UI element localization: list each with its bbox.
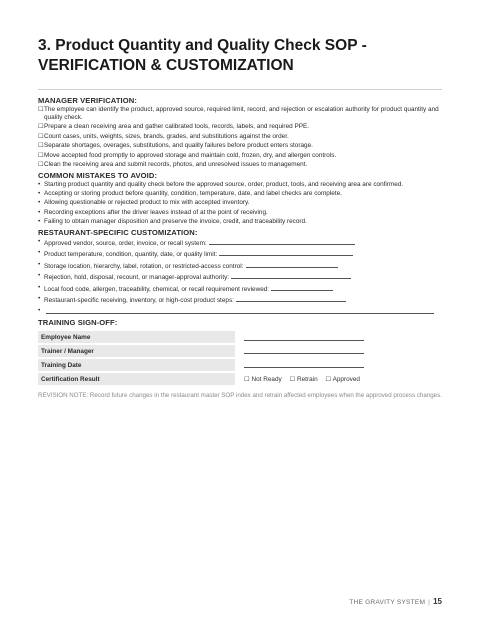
customization-section [38, 228, 442, 317]
signoff-row [38, 358, 442, 372]
checklist-item[interactable]: ☐ Separate shortages, overages, substitutions, and quality failures before product enters storage. [38, 142, 313, 150]
common-mistakes-heading: COMMON MISTAKES TO AVOID: [38, 170, 158, 180]
content [38, 96, 442, 400]
footer-brand: THE GRAVITY SYSTEM [349, 599, 426, 606]
signoff-label: Employee Name [38, 331, 235, 344]
customization-heading: RESTAURANT-SPECIFIC CUSTOMIZATION: [38, 227, 198, 237]
fill-in-item[interactable]: • Product temperature, condition, quantity, date, or quality limit: [38, 249, 442, 259]
signoff-row [38, 344, 442, 358]
fill-in-line[interactable] [246, 261, 338, 268]
training-date-line[interactable] [244, 360, 364, 368]
training-signoff-section [38, 318, 442, 387]
fill-in-item[interactable]: • Local food code, allergen, traceability, chemical, or recall requirement reviewed: [38, 284, 442, 294]
cert-option-approved[interactable]: ☐ Approved [325, 375, 360, 383]
signoff-row [38, 331, 442, 344]
cert-option-not-ready[interactable]: ☐ Not Ready [244, 375, 282, 383]
checklist-item[interactable]: ☐ Prepare a clean receiving area and gather calibrated tools, records, labels, and required PPE. [38, 123, 310, 131]
revision-note: REVISION NOTE: Record future changes in the restaurant master SOP index and retrain affected employees when the approved process changes. [38, 392, 442, 400]
fill-in-line[interactable] [271, 284, 333, 291]
bullet-icon: • [38, 295, 41, 303]
bullet-icon: • [38, 218, 41, 226]
checkbox-icon[interactable]: ☐ [38, 142, 44, 150]
fill-in-line[interactable] [219, 249, 353, 256]
checkbox-icon[interactable]: ☐ [289, 375, 296, 383]
signoff-label: Trainer / Manager [38, 344, 235, 358]
bullet-item: • Allowing questionable or rejected product to mix with accepted inventory. [38, 199, 250, 207]
employee-name-line[interactable] [244, 333, 364, 341]
checklist-item[interactable]: ☐ Clean the receiving area and submit records, photos, and unresolved issues to management. [38, 161, 308, 169]
fill-in-line[interactable] [231, 272, 351, 279]
manager-verification-heading: MANAGER VERIFICATION: [38, 96, 137, 105]
bullet-item: • Recording exceptions after the driver leaves instead of at the point of receiving. [38, 208, 268, 216]
signoff-table [38, 331, 442, 387]
title-line-1: 3. Product Quantity and Quality Check SOP - [38, 37, 367, 54]
title-line-2: VERIFICATION & CUSTOMIZATION [38, 57, 294, 74]
checkbox-icon[interactable]: ☐ [38, 106, 44, 113]
checklist-item[interactable]: ☐ The employee can identify the product, approved source, required limit, record, and rejection or escalation authority for product quantity and quality check. [38, 106, 439, 121]
fill-in-item[interactable]: • Approved vendor, source, order, invoice, or recall system: [38, 238, 442, 248]
checklist-item[interactable]: ☐ Count cases, units, weights, sizes, brands, grades, and substitutions against the order. [38, 132, 289, 140]
checkbox-icon[interactable]: ☐ [38, 151, 44, 159]
bullet-icon: • [38, 180, 41, 188]
bullet-icon: • [38, 306, 41, 314]
bullet-icon: • [38, 189, 41, 197]
manager-verification-section [38, 96, 442, 169]
common-mistakes-section [38, 171, 442, 227]
checkbox-icon[interactable]: ☐ [38, 161, 44, 169]
bullet-icon: • [38, 208, 41, 216]
checkbox-icon[interactable]: ☐ [244, 375, 250, 383]
fill-in-item[interactable]: • Rejection, hold, disposal, recount, or manager-approval authority: [38, 272, 442, 282]
fill-in-line[interactable] [209, 238, 355, 245]
signoff-label: Training Date [38, 358, 235, 372]
title-divider [38, 89, 442, 90]
footer-separator: | [428, 599, 431, 606]
trainer-manager-line[interactable] [244, 346, 364, 354]
bullet-item: • Starting product quantity and quality check before the approved source, order, product, tools, and receiving area are confirmed. [38, 180, 404, 188]
checkbox-icon[interactable]: ☐ [325, 375, 332, 383]
checkbox-icon[interactable]: ☐ [38, 123, 44, 131]
signoff-label: Certification Result [38, 372, 235, 386]
page-title [38, 36, 442, 76]
fill-in-line[interactable] [236, 295, 346, 302]
bullet-icon: • [38, 283, 41, 291]
bullet-item: • Failing to obtain manager disposition and preserve the invoice, credit, and traceability record. [38, 218, 307, 226]
fill-in-line[interactable] [46, 307, 434, 314]
fill-in-item[interactable]: • Restaurant-specific receiving, inventory, or high-cost product steps: [38, 295, 442, 305]
bullet-icon: • [38, 199, 41, 207]
training-signoff-heading: TRAINING SIGN-OFF: [38, 318, 118, 328]
bullet-icon: • [38, 237, 41, 245]
page-number: 15 [433, 597, 442, 606]
page-footer [349, 597, 442, 606]
signoff-row [38, 372, 442, 386]
bullet-item: • Accepting or storing product before quantity, condition, temperature, date, and label checks are complete. [38, 189, 342, 197]
fill-in-item[interactable]: • Storage location, hierarchy, label, rotation, or restricted-access control: [38, 261, 442, 271]
checkbox-icon[interactable]: ☐ [38, 132, 44, 140]
bullet-icon: • [38, 249, 41, 257]
bullet-icon: • [38, 260, 41, 268]
bullet-icon: • [38, 272, 41, 280]
checklist-item[interactable]: ☐ Move accepted food promptly to approved storage and maintain cold, frozen, dry, and allergen controls. [38, 151, 337, 159]
fill-in-item[interactable] [38, 307, 442, 317]
cert-option-retrain[interactable]: ☐ Retrain [289, 375, 318, 383]
